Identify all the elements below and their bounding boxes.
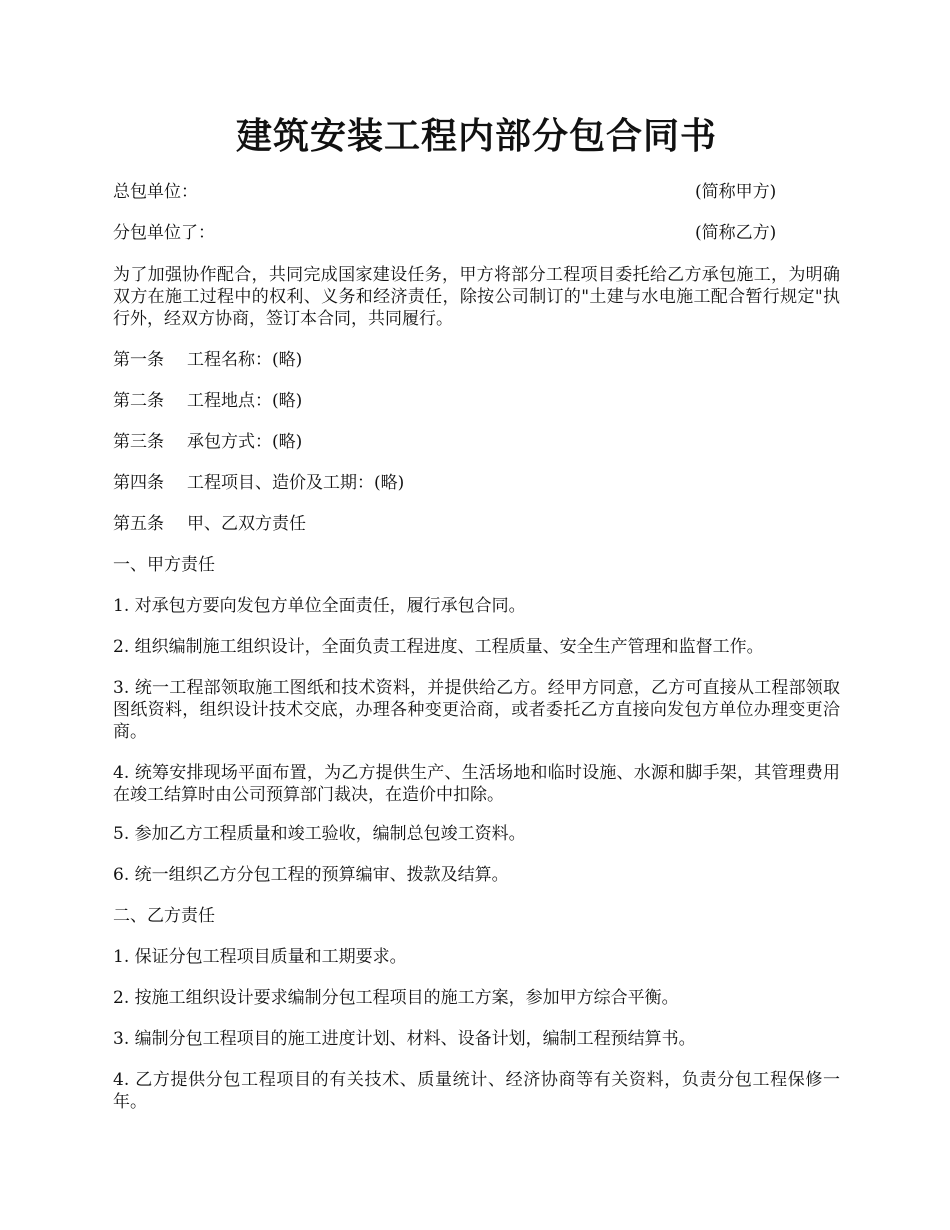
party-line-contractor [113, 181, 840, 203]
party-b-heading: 二、乙方责任 [113, 906, 215, 926]
party-b-item-4: 4. 乙方提供分包工程项目的有关技术、质量统计、经济协商等有关资料，负责分包工程保修一年。 [113, 1070, 840, 1112]
party-a-item-4: 4. 统筹安排现场平面布置，为乙方提供生产、生活场地和临时设施、水源和脚手架，其管理费用在竣工结算时由公司预算部门裁决，在造价中扣除。 [113, 763, 840, 805]
article-3 [113, 431, 840, 453]
party-line-subcontractor [113, 222, 840, 244]
party-b-item-1: 1. 保证分包工程项目质量和工期要求。 [113, 947, 407, 967]
contractor-abbr: (简称甲方) [695, 182, 777, 202]
article-text: 工程地点：(略) [187, 391, 303, 411]
article-text: 承包方式：(略) [187, 432, 303, 452]
article-5 [113, 513, 840, 535]
article-label: 第四条 [113, 473, 164, 493]
article-label: 第三条 [113, 432, 164, 452]
party-a-item-2: 2. 组织编制施工组织设计，全面负责工程进度、工程质量、安全生产管理和监督工作。 [113, 637, 764, 657]
subcontractor-abbr: (简称乙方) [695, 223, 777, 243]
article-text: 甲、乙双方责任 [187, 514, 306, 534]
party-a-item-5: 5. 参加乙方工程质量和竣工验收，编制总包竣工资料。 [113, 824, 526, 844]
intro-paragraph: 为了加强协作配合，共同完成国家建设任务，甲方将部分工程项目委托给乙方承包施工，为明确双方在施工过程中的权利、义务和经济责任，除按公司制订的"土建与水电施工配合暂行规定"执行外，经双方协商，签订本合同，共同履行。 [113, 265, 840, 329]
document-title: 建筑安装工程内部分包合同书 [235, 115, 717, 157]
article-4 [113, 472, 840, 494]
party-a-item-3: 3. 统一工程部领取施工图纸和技术资料，并提供给乙方。经甲方同意，乙方可直接从工程部领取图纸资料，组织设计技术交底，办理各种变更洽商，或者委托乙方直接向发包方单位办理变更洽商。 [113, 678, 840, 742]
article-2 [113, 390, 840, 412]
subcontractor-label: 分包单位了： [113, 223, 215, 243]
party-a-item-6: 6. 统一组织乙方分包工程的预算编审、拨款及结算。 [113, 865, 509, 885]
article-label: 第一条 [113, 350, 164, 370]
article-text: 工程项目、造价及工期：(略) [187, 473, 405, 493]
contractor-label: 总包单位： [113, 182, 198, 202]
article-label: 第五条 [113, 514, 164, 534]
party-a-item-1: 1. 对承包方要向发包方单位全面责任，履行承包合同。 [113, 596, 526, 616]
article-label: 第二条 [113, 391, 164, 411]
party-b-item-2: 2. 按施工组织设计要求编制分包工程项目的施工方案，参加甲方综合平衡。 [113, 988, 679, 1008]
article-1 [113, 349, 840, 371]
party-a-heading: 一、甲方责任 [113, 555, 215, 575]
article-text: 工程名称：(略) [187, 350, 303, 370]
party-b-item-3: 3. 编制分包工程项目的施工进度计划、材料、设备计划，编制工程预结算书。 [113, 1029, 696, 1049]
